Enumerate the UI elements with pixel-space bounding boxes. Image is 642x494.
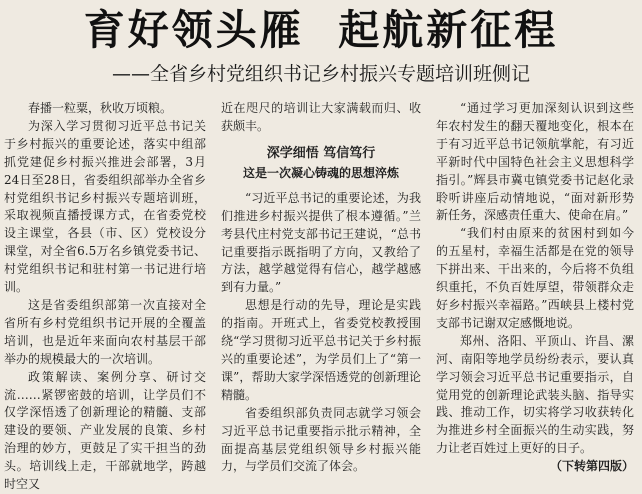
subtitle: ——全省乡村党组织书记乡村振兴专题培训班侧记: [111, 63, 530, 85]
article-column-1: [4, 100, 206, 494]
headline: 育好领头雁 起航新征程: [83, 6, 559, 54]
article-column-3: [436, 100, 634, 476]
paragraph: “通过学习更加深刻认识到这些年农村发生的翻天覆地变化，根本在于有习近平总书记领航掌舵，有习近平新时代中国特色社会主义思想科学指引。”辉县市冀屯镇党委书记赵化录聆听讲座后动情地说，“面对新形势新任务，深感责任重大、使命在肩。”: [436, 101, 634, 223]
article-column-2: [221, 100, 421, 476]
paragraph: 为深入学习贯彻习近平总书记关于乡村振兴的重要论述，落实中组部抓党建促乡村振兴推进会部署，3月24日至28日，省委组织部举办全省乡村党组织书记乡村振兴专题培训班，采取视频直播授课方式，在省委党校设主课堂，各县（市、区）党校设分课堂，对全省6.5万名乡镇党委书记、村党组织书记和驻村第一书记进行培训。: [4, 118, 206, 295]
paragraph: 郑州、洛阳、平顶山、许昌、漯河、南阳等地学员纷纷表示，要认真学习领会习近平总书记重要指示，自觉用党的创新理论武装头脑、指导实践、推动工作，切实将学习收获转化为推进乡村全面振兴的生动实践，努力让老百姓过上更好的日子。: [436, 333, 634, 456]
paragraph: “我们村由原来的贫困村到如今的五星村，幸福生活都是在党的领导下拼出来、干出来的，今后将不负组织重托，不负百姓厚望，带领群众走好乡村振兴幸福路。”西峡县上楼村党支部书记谢双定感慨地说。: [436, 226, 634, 330]
continue-note: （下转第四版）: [549, 459, 634, 474]
section-subheading: 这是一次凝心铸魂的思想淬炼: [242, 165, 399, 180]
paragraph: 省委组织部负责同志就学习领会习近平总书记重要指示批示精神，全面提高基层党组织领导乡村振兴能力，与学员们交流了体会。: [221, 405, 421, 474]
paragraph: 近在咫尺的培训让大家满载而归、收获颇丰。: [221, 101, 421, 133]
paragraph: 政策解读、案例分享、研讨交流……紧锣密鼓的培训，让学员们不仅学深悟透了创新理论的精髓、支部建设的要领、产业发展的良策、乡村治理的妙方，更鼓足了实干担当的劲头。培训线上走，干部就地学，跨越时空又: [4, 369, 206, 492]
section-heading: 深学细悟 笃信笃行: [266, 145, 376, 161]
paragraph: “习近平总书记的重要论述，为我们推进乡村振兴提供了根本遵循。”兰考县代庄村党支部书记王建说，“总书记重要指示既指明了方向，又教给了方法，越学越觉得有信心，越学越感到有力量。”: [221, 190, 421, 295]
paragraph: 思想是行动的先导，理论是实践的指南。开班式上，省委党校教授围绕“学习贯彻习近平总书记关于乡村振兴的重要论述”，为学员们上了“第一课”，帮助大家学深悟透党的创新理论精髓。: [221, 298, 421, 402]
paragraph: 这是省委组织部第一次直接对全省所有乡村党组织书记开展的全覆盖培训，也是近年来面向农村基层干部举办的规模最大的一次培训。: [4, 297, 206, 366]
paragraph: 春播一粒粟，秋收万顷粮。: [28, 101, 173, 115]
